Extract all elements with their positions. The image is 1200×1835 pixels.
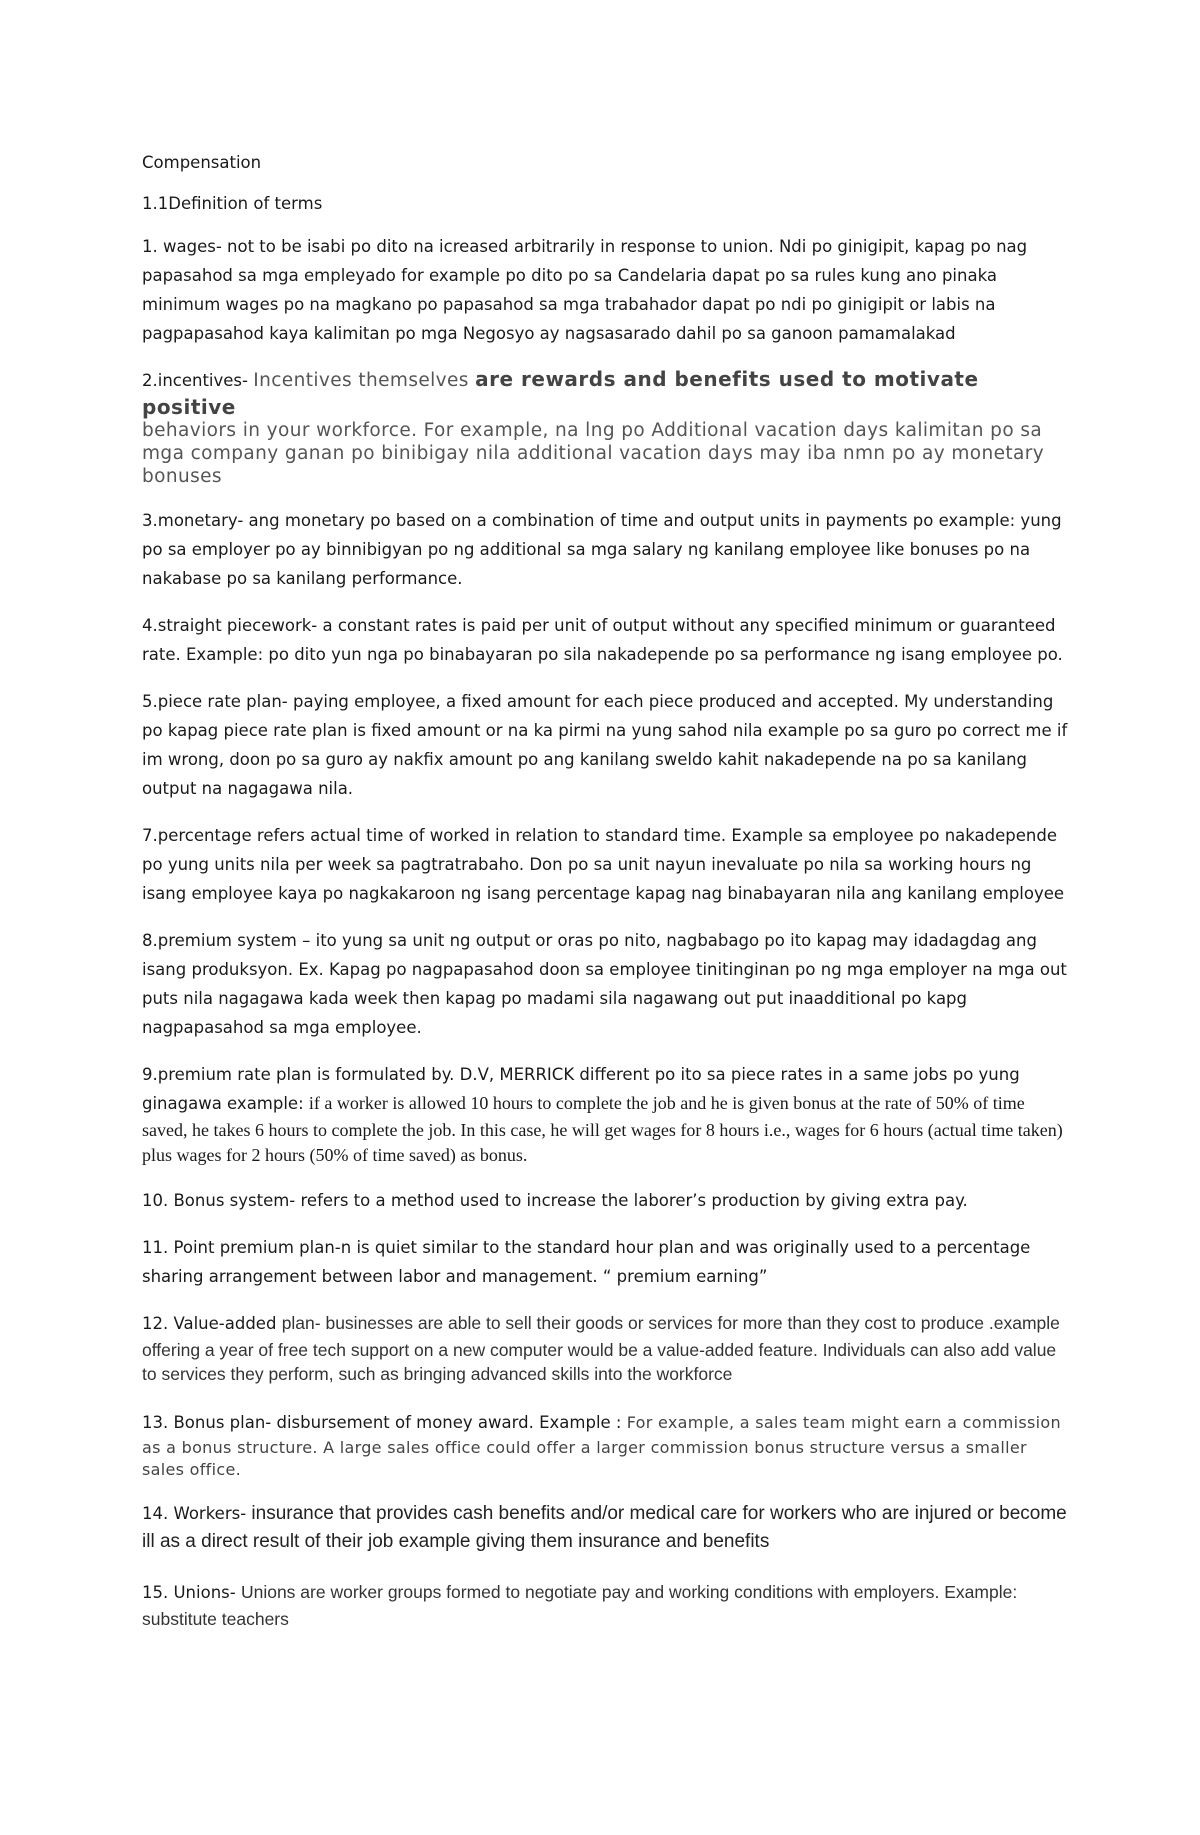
term-bonus-system: 10. Bonus system- refers to a method used to increase the laborer’s production by giving extra pay. (142, 1191, 968, 1210)
term-value-added-label: 12. Value-added (142, 1314, 282, 1333)
term-workers (142, 1499, 1072, 1556)
document-body (142, 148, 1072, 1649)
term-value-added-plan (142, 1309, 1072, 1386)
term-workers-label: 14. Workers- (142, 1504, 252, 1523)
term-unions (142, 1578, 1072, 1631)
term-bonus-plan-label: 13. Bonus plan- disbursement of money award. Example : (142, 1413, 627, 1432)
term-premium-system: 8.premium system – ito yung sa unit ng output or oras po nito, nagbabago po ito kapag may idadagdag ang isang produksyon. Ex. Kapag po nagpapasahod doon sa employee tinitinginan po ng mga employer na mga out puts nila nagagawa kada week then kapag po madami sila nagawang out put inaadditional po kapg nagpapasahod sa mga employee. (142, 931, 1067, 1037)
term-unions-text: Unions are worker groups formed to negotiate pay and working conditions with employers. Example: substitute teachers (142, 1582, 1018, 1629)
term-incentives-text-c: behaviors in your workforce. For example, na lng po Additional vacation days kalimitan po sa mga company ganan po binibigay nila additional vacation days may iba nmn po ay monetary bonuses (142, 420, 1045, 487)
term-premium-rate-plan (142, 1060, 1072, 1168)
term-unions-label: 15. Unions- (142, 1583, 241, 1602)
term-monetary: 3.monetary- ang monetary po based on a combination of time and output units in payments po example: yung po sa employer po ay binnibigyan po ng additional sa mga salary ng kanilang employee like bonuses po na nakabase po sa kanilang performance. (142, 511, 1062, 588)
term-piece-rate-plan: 5.piece rate plan- paying employee, a fixed amount for each piece produced and accepted. My understanding po kapag piece rate plan is fixed amount or na ka pirmi na yung sahod nila example po sa guro po correct me if im wrong, doon po sa guro ay nakfix amount po ang kanilang sweldo kahit nakadepende na po sa kanilang output na nagagawa nila. (142, 692, 1068, 798)
term-premium-rate-plan-b: if a worker is allowed 10 hours to complete the job and he is given bonus at the rate of 50% of time saved, he takes 6 hours to complete the job. In this case, he will get wages for 8 hours i.e., wages for 6 hours (actual time taken) plus wages for 2 hours (50% of time saved) as bonus. (142, 1093, 1063, 1165)
term-bonus-plan (142, 1408, 1072, 1481)
term-premium-rate-plan-a: 9.premium rate plan is formulated by. D.V, MERRICK different po ito sa piece rates in a same jobs po yung ginagawa example: (142, 1065, 1020, 1113)
term-incentives (142, 366, 1072, 488)
term-incentives-text-a: Incentives themselves (253, 370, 476, 391)
term-incentives-label: 2.incentives- (142, 371, 254, 390)
term-value-added-text: plan- businesses are able to sell their goods or services for more than they cost to produce .example offering a year of free tech support on a new computer would be a value-added feature. Individuals can also add value to services they perform, such as bringing advanced skills into the workforce (142, 1313, 1060, 1384)
term-wages: 1. wages- not to be isabi po dito na icreased arbitrarily in response to union. Ndi po ginigipit, kapag po nag papasahod sa mga empleyado for example po dito po sa Candelaria dapat po sa rules kung ano pinaka minimum wages po na magkano po papasahod sa mga trabahador dapat po ndi po ginigipit or labis na pagpapasahod kaya kalimitan po mga Negosyo ay nagsasarado dahil po sa ganoon pamamalakad (142, 237, 1028, 343)
term-straight-piecework: 4.straight piecework- a constant rates is paid per unit of output without any specified minimum or guaranteed rate. Example: po dito yun nga po binabayaran po sila nakadepende po sa performance ng isang employee po. (142, 616, 1063, 664)
term-incentives-highlight: are rewards and benefits used to motivate positive (142, 367, 979, 419)
term-point-premium-plan: 11. Point premium plan-n is quiet similar to the standard hour plan and was originally used to a percentage sharing arrangement between labor and management. “ premium earning” (142, 1238, 1031, 1286)
term-percentage: 7.percentage refers actual time of worked in relation to standard time. Example sa employee po nakadepende po yung units nila per week sa pagtratrabaho. Don po sa unit nayun inevaluate po nila sa working hours ng isang employee kaya po nagkakaroon ng isang percentage kapag nag binabayaran nila ang kanilang employee (142, 826, 1065, 903)
document-title: Compensation (142, 153, 262, 172)
section-heading: 1.1Definition of terms (142, 194, 323, 213)
term-bonus-plan-text: For example, a sales team might earn a commission as a bonus structure. A large sales office could offer a larger commission bonus structure versus a smaller sales office. (142, 1413, 1061, 1479)
term-workers-text: insurance that provides cash benefits and/or medical care for workers who are injured or become ill as a direct result of their job example giving them insurance and benefits (142, 1503, 1067, 1552)
